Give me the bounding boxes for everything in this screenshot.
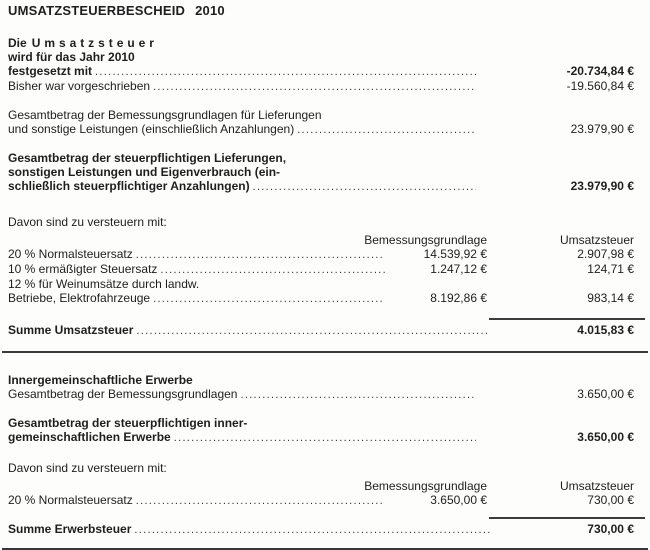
leader-dots	[136, 493, 385, 508]
subject-prefix: Die	[8, 36, 27, 50]
base-amount: 1.247,12 €	[430, 262, 487, 276]
sum-overline	[489, 517, 645, 519]
tax-amount: 2.907,98 €	[577, 247, 634, 261]
acq-table-header	[8, 479, 634, 493]
base-total-line-1: Gesamtbetrag der Bemessungsgrundlagen für Lieferungen	[8, 108, 322, 122]
sum-amount: 4.015,83 €	[577, 323, 634, 337]
spacer	[8, 233, 364, 247]
row-vat-sum	[8, 323, 634, 338]
acq-table-intro: Davon sind zu versteuern mit:	[8, 461, 167, 475]
sum-overline	[489, 318, 645, 320]
sum-label: Summe Umsatzsteuer	[8, 323, 134, 337]
leader-dots	[174, 430, 476, 445]
row-previous-amount	[8, 79, 634, 94]
amount: 3.650,00 €	[577, 387, 634, 401]
amount: 23.979,90 €	[570, 122, 634, 136]
amount: 3.650,00 €	[577, 430, 634, 444]
vat-table-intro: Davon sind zu versteuern mit:	[8, 215, 167, 229]
row-label: festgesetzt mit	[8, 64, 93, 78]
row-base-total	[8, 122, 634, 137]
row-label: gemeinschaftlichen Erwerbe	[8, 430, 171, 444]
base-amount: 14.539,92 €	[423, 247, 487, 261]
intra-taxable-line-1: Gesamtbetrag der steuerpflichtigen inner-	[8, 416, 248, 430]
col-header-base: Bemessungsgrundlage	[364, 479, 487, 493]
taxable-total-line-1: Gesamtbetrag der steuerpflichtigen Lieferungen,	[8, 151, 287, 165]
subject-line	[8, 36, 634, 50]
amount: -19.560,84 €	[566, 79, 634, 93]
leader-dots	[153, 79, 476, 94]
leader-dots	[240, 387, 476, 402]
col-header-base: Bemessungsgrundlage	[364, 233, 487, 247]
row-label: 20 % Normalsteuersatz	[8, 493, 133, 507]
row-label: schließlich steuerpflichtiger Anzahlungen)	[8, 179, 250, 193]
doc-title	[8, 4, 634, 18]
row-label: und sonstige Leistungen (einschließlich Anzahlungen)	[8, 122, 295, 136]
spacer	[8, 479, 364, 493]
vat-row-normal-rate	[8, 247, 634, 262]
row-intra-taxable-total	[8, 430, 634, 445]
amount: -20.734,84 €	[566, 64, 634, 78]
row-assessed-amount	[8, 64, 634, 79]
row-acq-sum	[8, 522, 634, 537]
doc-title-year: 2010	[195, 3, 225, 18]
vat-row-wine-rate-line-2	[8, 291, 634, 306]
subject-spaced: Umsatzsteuer	[31, 36, 158, 50]
tax-amount: 730,00 €	[587, 493, 634, 507]
tax-amount: 983,14 €	[587, 291, 634, 305]
subject-line-2: wird für das Jahr 2010	[8, 50, 135, 64]
row-taxable-total	[8, 179, 634, 194]
intra-community-heading: Innergemeinschaftliche Erwerbe	[8, 373, 193, 387]
row-label: Gesamtbetrag der Bemessungsgrundlagen	[8, 387, 238, 401]
leader-dots	[160, 262, 385, 277]
leader-dots	[153, 291, 385, 306]
col-header-tax: Umsatzsteuer	[559, 479, 634, 493]
vat-row-wine-rate-line-1: 12 % für Weinumsätze durch landw.	[8, 277, 200, 291]
vat-table-header	[8, 233, 634, 247]
vat-row-reduced-rate	[8, 262, 634, 277]
leader-dots	[297, 122, 476, 137]
row-label: Betriebe, Elektrofahrzeuge	[8, 291, 151, 305]
section-divider	[2, 351, 648, 353]
row-label: 20 % Normalsteuersatz	[8, 247, 133, 261]
leader-dots	[95, 64, 476, 79]
col-header-tax: Umsatzsteuer	[559, 233, 634, 247]
base-amount: 8.192,86 €	[430, 291, 487, 305]
tax-amount: 124,71 €	[587, 262, 634, 276]
doc-title-main: UMSATZSTEUERBESCHEID	[8, 3, 186, 18]
amount: 23.979,90 €	[570, 179, 634, 193]
leader-dots	[134, 522, 490, 537]
row-intra-base-total	[8, 387, 634, 402]
leader-dots	[136, 247, 385, 262]
base-amount: 3.650,00 €	[430, 493, 487, 507]
leader-dots	[136, 323, 490, 338]
sum-amount: 730,00 €	[587, 522, 634, 536]
row-label: 10 % ermäßigter Steuersatz	[8, 262, 158, 276]
taxable-total-line-2: sonstigen Leistungen und Eigenverbrauch (ein-	[8, 165, 281, 179]
row-label: Bisher war vorgeschrieben	[8, 79, 151, 93]
leader-dots	[253, 179, 476, 194]
sum-label: Summe Erwerbsteuer	[8, 522, 132, 536]
acq-row-normal-rate	[8, 493, 634, 508]
